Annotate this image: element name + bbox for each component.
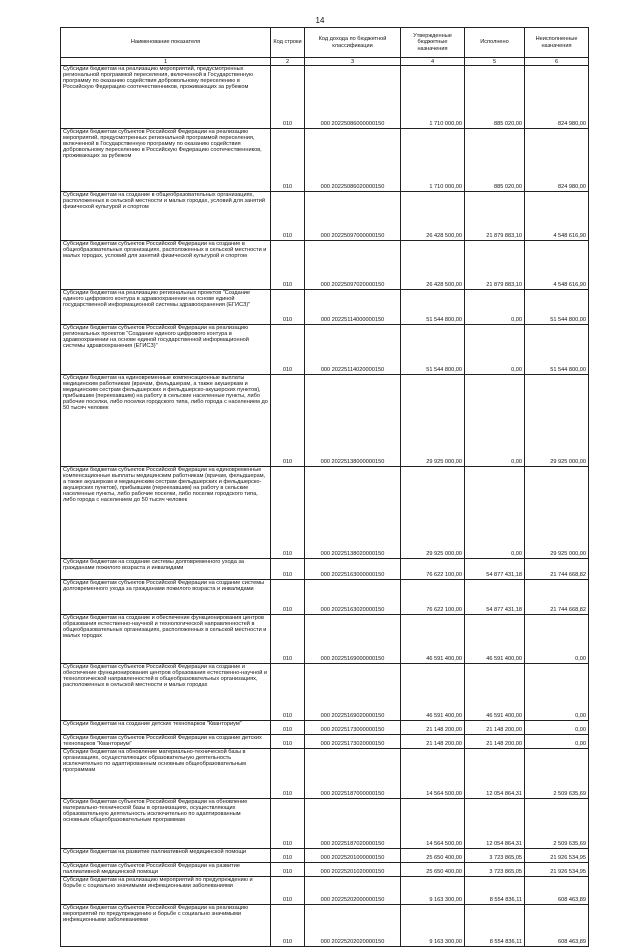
row-approved: 26 428 500,00	[401, 192, 465, 241]
row-approved: 9 163 300,00	[401, 905, 465, 947]
column-number: 1	[61, 58, 271, 66]
row-indicator-name: Субсидии бюджетам на создание и обеспечение функционирования центров образования естественно-научной и технологической направленностей в общеобразовательных организациях, расположенных в сельской местности и малых городах	[61, 615, 271, 664]
table-row	[61, 615, 589, 664]
row-approved: 29 925 000,00	[401, 467, 465, 559]
table-row	[61, 325, 589, 375]
row-line-code: 010	[271, 877, 305, 905]
row-approved: 51 544 800,00	[401, 290, 465, 325]
row-line-code: 010	[271, 192, 305, 241]
row-executed: 885 020,00	[465, 129, 525, 192]
row-income-code: 000 20225169000000150	[305, 615, 401, 664]
row-approved: 1 710 000,00	[401, 66, 465, 129]
row-line-code: 010	[271, 467, 305, 559]
row-approved: 46 591 400,00	[401, 615, 465, 664]
row-executed: 46 591 400,00	[465, 664, 525, 721]
row-income-code: 000 20225086020000150	[305, 129, 401, 192]
row-unexecuted: 0,00	[525, 721, 589, 735]
row-approved: 21 148 200,00	[401, 721, 465, 735]
row-income-code: 000 20225201000000150	[305, 849, 401, 863]
row-approved: 25 650 400,00	[401, 849, 465, 863]
row-unexecuted: 608 463,89	[525, 905, 589, 947]
table-row	[61, 721, 589, 735]
row-income-code: 000 20225163020000150	[305, 580, 401, 615]
row-line-code: 010	[271, 290, 305, 325]
row-approved: 51 544 800,00	[401, 325, 465, 375]
row-indicator-name: Субсидии бюджетам субъектов Российской Федерации на реализацию мероприятий по предупреждению и борьбе с социально значимыми инфекционными заболеваниями	[61, 905, 271, 947]
row-executed: 3 723 865,05	[465, 849, 525, 863]
row-income-code: 000 20225163000000150	[305, 559, 401, 580]
row-executed: 0,00	[465, 290, 525, 325]
row-indicator-name: Субсидии бюджетам субъектов Российской Федерации на создание детских технопарков "Кванториум"	[61, 735, 271, 749]
row-executed: 54 877 431,18	[465, 559, 525, 580]
row-unexecuted: 608 463,89	[525, 877, 589, 905]
row-line-code: 010	[271, 615, 305, 664]
table-row	[61, 129, 589, 192]
row-income-code: 000 20225097020000150	[305, 241, 401, 290]
table-row	[61, 905, 589, 947]
row-executed: 21 879 883,10	[465, 192, 525, 241]
table-row	[61, 467, 589, 559]
row-indicator-name: Субсидии бюджетам субъектов Российской Федерации на обновление материально-технической базы в организациях, осуществляющих образовательную деятельность исключительно по адаптированным основным общеобразовательным программам	[61, 799, 271, 849]
header-income-code: Код дохода по бюджетной классификации	[305, 28, 401, 58]
row-indicator-name: Субсидии бюджетам субъектов Российской Федерации на единовременные компенсационные выплаты медицинским работникам (врачам, фельдшерам, а также акушеркам и медицинским сестрам фельдшерских и фельдшерско-акушерских пунктов), прибывшим (переехавшим) на работу в сельские населенные пункты, либо рабочие поселки, либо поселки городского типа, либо города с населением до 50 тысяч человек	[61, 467, 271, 559]
row-income-code: 000 20225138020000150	[305, 467, 401, 559]
row-unexecuted: 0,00	[525, 615, 589, 664]
header-unexecuted: Неисполненные назначения	[525, 28, 589, 58]
row-approved: 9 163 300,00	[401, 877, 465, 905]
header-approved: Утвержденные бюджетные назначения	[401, 28, 465, 58]
header-row	[61, 28, 589, 58]
row-approved: 76 622 100,00	[401, 580, 465, 615]
table-row	[61, 290, 589, 325]
row-indicator-name: Субсидии бюджетам на обновление материально-технической базы в организациях, осуществляющих образовательную деятельность исключительно по адаптированным основным общеобразовательным программам	[61, 749, 271, 799]
row-approved: 46 591 400,00	[401, 664, 465, 721]
table-row	[61, 559, 589, 580]
row-indicator-name: Субсидии бюджетам на развитие паллиативной медицинской помощи	[61, 849, 271, 863]
row-line-code: 010	[271, 664, 305, 721]
row-income-code: 000 20225086000000150	[305, 66, 401, 129]
row-line-code: 010	[271, 66, 305, 129]
row-executed: 8 554 836,11	[465, 877, 525, 905]
table-row	[61, 735, 589, 749]
table-row	[61, 375, 589, 467]
row-indicator-name: Субсидии бюджетам на единовременные компенсационные выплаты медицинским работникам (врачам, фельдшерам, а также акушеркам и медицинским сестрам фельдшерских и фельдшерско-акушерских пунктов), прибывшим (переехавшим) на работу в сельские населенные пункты, либо рабочие поселки, либо поселки городского типа, либо города с населением до 50 тысяч человек	[61, 375, 271, 467]
row-approved: 21 148 200,00	[401, 735, 465, 749]
budget-execution-table	[60, 27, 589, 947]
row-indicator-name: Субсидии бюджетам субъектов Российской Федерации на реализацию мероприятий, предусмотренных региональной программой переселения, включенной в Государственную программу по оказанию содействия добровольному переселению в Российскую Федерацию соотечественников, проживающих за рубежом	[61, 129, 271, 192]
row-indicator-name: Субсидии бюджетам субъектов Российской Федерации на реализацию региональных проектов "Создание единого цифрового контура в здравоохранении на основе единой государственной информационной системы здравоохранения (ЕГИСЗ)"	[61, 325, 271, 375]
row-executed: 12 054 864,31	[465, 749, 525, 799]
row-executed: 54 877 431,18	[465, 580, 525, 615]
row-unexecuted: 824 980,00	[525, 129, 589, 192]
row-line-code: 010	[271, 129, 305, 192]
row-unexecuted: 21 744 668,82	[525, 559, 589, 580]
row-line-code: 010	[271, 863, 305, 877]
row-income-code: 000 20225187000000150	[305, 749, 401, 799]
row-indicator-name: Субсидии бюджетам субъектов Российской Федерации на создание и обеспечение функционирования центров образования естественно-научной и технологической направленностей в общеобразовательных организациях, расположенных в сельской местности и малых городах	[61, 664, 271, 721]
row-executed: 21 148 200,00	[465, 735, 525, 749]
row-indicator-name: Субсидии бюджетам на создание системы долговременного ухода за гражданами пожилого возраста и инвалидами	[61, 559, 271, 580]
row-line-code: 010	[271, 241, 305, 290]
row-unexecuted: 4 548 616,90	[525, 192, 589, 241]
header-line-code: Код строки	[271, 28, 305, 58]
header-executed: Исполнено	[465, 28, 525, 58]
table-row	[61, 849, 589, 863]
row-line-code: 010	[271, 849, 305, 863]
row-income-code: 000 20225173000000150	[305, 721, 401, 735]
row-income-code: 000 20225114020000150	[305, 325, 401, 375]
column-number: 3	[305, 58, 401, 66]
table-row	[61, 863, 589, 877]
row-income-code: 000 20225201020000150	[305, 863, 401, 877]
table-row	[61, 580, 589, 615]
row-executed: 0,00	[465, 325, 525, 375]
row-executed: 0,00	[465, 375, 525, 467]
column-number: 5	[465, 58, 525, 66]
row-approved: 76 622 100,00	[401, 559, 465, 580]
row-income-code: 000 20225202000000150	[305, 877, 401, 905]
row-line-code: 010	[271, 325, 305, 375]
row-unexecuted: 0,00	[525, 735, 589, 749]
page-number: 14	[315, 16, 325, 25]
row-line-code: 010	[271, 905, 305, 947]
row-income-code: 000 20225114000000150	[305, 290, 401, 325]
row-unexecuted: 51 544 800,00	[525, 325, 589, 375]
column-number-row	[61, 58, 589, 66]
table-row	[61, 749, 589, 799]
row-indicator-name: Субсидии бюджетам субъектов Российской Федерации на развитие паллиативной медицинской помощи	[61, 863, 271, 877]
row-unexecuted: 0,00	[525, 664, 589, 721]
row-unexecuted: 51 544 800,00	[525, 290, 589, 325]
row-line-code: 010	[271, 735, 305, 749]
row-approved: 26 428 500,00	[401, 241, 465, 290]
row-income-code: 000 20225187020000150	[305, 799, 401, 849]
row-executed: 12 054 864,31	[465, 799, 525, 849]
row-executed: 21 879 883,10	[465, 241, 525, 290]
row-approved: 25 650 400,00	[401, 863, 465, 877]
row-executed: 21 148 200,00	[465, 721, 525, 735]
row-indicator-name: Субсидии бюджетам на создание детских технопарков "Кванториум"	[61, 721, 271, 735]
row-indicator-name: Субсидии бюджетам на реализацию мероприятий по предупреждению и борьбе с социально значимыми инфекционными заболеваниями	[61, 877, 271, 905]
row-line-code: 010	[271, 559, 305, 580]
column-number: 6	[525, 58, 589, 66]
row-unexecuted: 21 926 534,95	[525, 863, 589, 877]
table-row	[61, 664, 589, 721]
row-income-code: 000 20225202020000150	[305, 905, 401, 947]
table-row	[61, 66, 589, 129]
row-line-code: 010	[271, 749, 305, 799]
row-unexecuted: 824 980,00	[525, 66, 589, 129]
row-income-code: 000 20225169020000150	[305, 664, 401, 721]
row-executed: 885 020,00	[465, 66, 525, 129]
table-row	[61, 877, 589, 905]
row-executed: 46 591 400,00	[465, 615, 525, 664]
row-indicator-name: Субсидии бюджетам субъектов Российской Федерации на создание системы долговременного ухода за гражданами пожилого возраста и инвалидами	[61, 580, 271, 615]
row-approved: 1 710 000,00	[401, 129, 465, 192]
row-indicator-name: Субсидии бюджетам на реализацию мероприятий, предусмотренных региональной программой переселения, включенной в Государственную программу по оказанию содействия добровольному переселению в Российскую Федерацию соотечественников, проживающих за рубежом	[61, 66, 271, 129]
header-indicator-name: Наименование показателя	[61, 28, 271, 58]
row-line-code: 010	[271, 721, 305, 735]
table-body	[61, 66, 589, 947]
row-income-code: 000 20225138000000150	[305, 375, 401, 467]
column-number: 2	[271, 58, 305, 66]
row-line-code: 010	[271, 375, 305, 467]
row-indicator-name: Субсидии бюджетам на создание в общеобразовательных организациях, расположенных в сельской местности и малых городах, условий для занятий физической культурой и спортом	[61, 192, 271, 241]
row-income-code: 000 20225097000000150	[305, 192, 401, 241]
row-line-code: 010	[271, 799, 305, 849]
table-row	[61, 192, 589, 241]
row-indicator-name: Субсидии бюджетам на реализацию региональных проектов "Создание единого цифрового контура в здравоохранении на основе единой государственной информационной системы здравоохранения (ЕГИСЗ)"	[61, 290, 271, 325]
row-executed: 8 554 836,11	[465, 905, 525, 947]
table-row	[61, 241, 589, 290]
row-indicator-name: Субсидии бюджетам субъектов Российской Федерации на создание в общеобразовательных организациях, расположенных в сельской местности и малых городах, условий для занятий физической культурой и спортом	[61, 241, 271, 290]
table-row	[61, 799, 589, 849]
row-approved: 14 564 500,00	[401, 749, 465, 799]
row-unexecuted: 2 509 635,69	[525, 749, 589, 799]
row-income-code: 000 20225173020000150	[305, 735, 401, 749]
row-approved: 29 925 000,00	[401, 375, 465, 467]
row-unexecuted: 21 744 668,82	[525, 580, 589, 615]
row-unexecuted: 29 925 000,00	[525, 375, 589, 467]
row-approved: 14 564 500,00	[401, 799, 465, 849]
row-unexecuted: 21 926 534,95	[525, 849, 589, 863]
row-line-code: 010	[271, 580, 305, 615]
row-unexecuted: 29 925 000,00	[525, 467, 589, 559]
row-unexecuted: 2 509 635,69	[525, 799, 589, 849]
row-executed: 3 723 865,05	[465, 863, 525, 877]
column-number: 4	[401, 58, 465, 66]
row-unexecuted: 4 548 616,90	[525, 241, 589, 290]
row-executed: 0,00	[465, 467, 525, 559]
